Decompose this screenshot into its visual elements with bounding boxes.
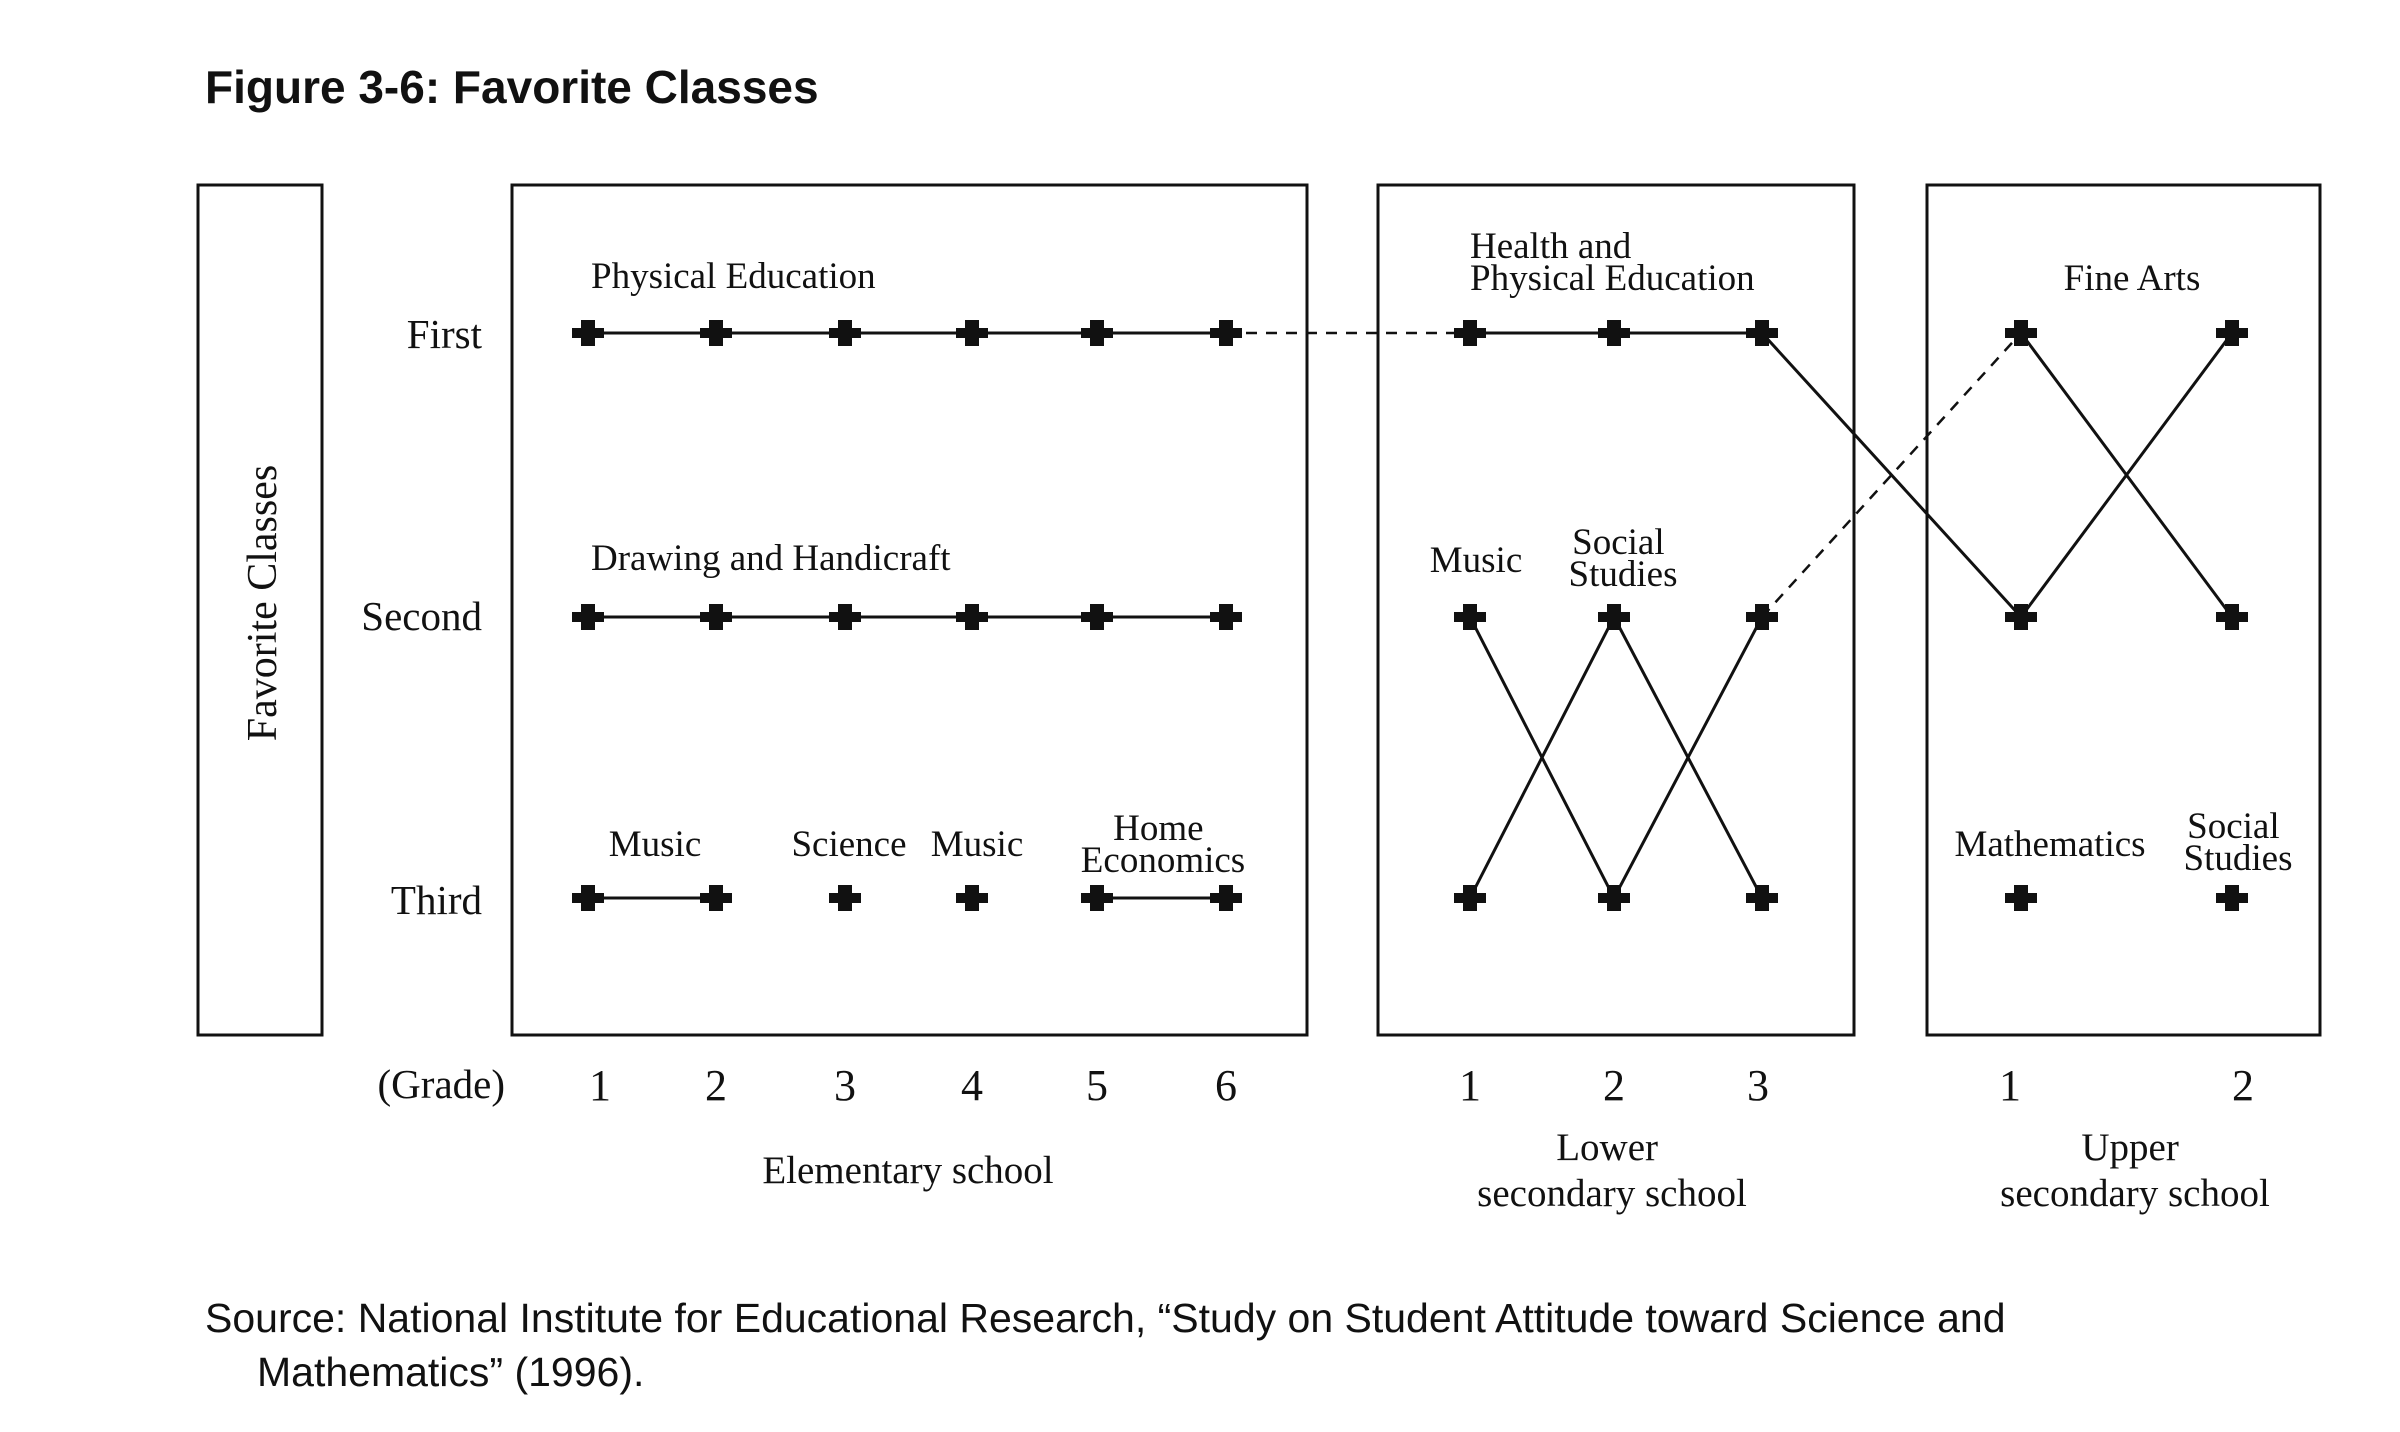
grade-tick-upper-secondary-1: 1: [1999, 1061, 2021, 1110]
label-drawing-handicraft: Drawing and Handicraft: [591, 538, 951, 579]
grade-tick-lower-secondary-1: 1: [1459, 1061, 1481, 1110]
marker-p2-g2-r1: [2216, 320, 2248, 346]
marker-p0-g5-r2: [1081, 604, 1113, 630]
row-label-first: First: [406, 311, 482, 357]
marker-p0-g6-r2: [1210, 604, 1242, 630]
school-label-lower-secondary: Lower secondary school: [1477, 1126, 1747, 1215]
marker-p0-g1-r3: [572, 885, 604, 911]
label-music-elem: Music: [608, 824, 702, 865]
label-social-studies-lower: Social Studies: [1568, 522, 1678, 595]
marker-p0-g2-r2: [700, 604, 732, 630]
marker-p0-g2-r1: [700, 320, 732, 346]
label-fine-arts: Fine Arts: [2063, 258, 2201, 299]
label-health-pe: Health and Physical Education: [1470, 226, 1755, 299]
grade-axis-label: (Grade): [377, 1061, 505, 1107]
marker-p1-g2-r1: [1598, 320, 1630, 346]
label-social-studies-upper: Social Studies: [2183, 806, 2293, 879]
grade-tick-lower-secondary-2: 2: [1603, 1061, 1625, 1110]
marker-p0-g4-r1: [956, 320, 988, 346]
marker-p0-g1-r2: [572, 604, 604, 630]
grade-tick-lower-secondary-3: 3: [1747, 1061, 1769, 1110]
grade-tick-labels: [589, 1061, 2254, 1110]
marker-p1-g1-r2: [1454, 604, 1486, 630]
grade-tick-elementary-2: 2: [705, 1061, 727, 1110]
label-music-lower: Music: [1429, 540, 1523, 581]
marker-p0-g4-r2: [956, 604, 988, 630]
panel-upper-secondary: [1927, 185, 2320, 1035]
school-label-elementary: Elementary school: [762, 1149, 1054, 1192]
marker-p1-g2-r2: [1598, 604, 1630, 630]
label-home-economics: Home Economics: [1080, 808, 1246, 881]
source-line-2: Mathematics” (1996).: [257, 1349, 645, 1395]
grade-tick-elementary-1: 1: [589, 1061, 611, 1110]
marker-p2-g1-r2: [2005, 604, 2037, 630]
grade-tick-elementary-6: 6: [1215, 1061, 1237, 1110]
y-axis-label: Favorite Classes: [240, 464, 286, 742]
marker-p1-g3-r2: [1746, 604, 1778, 630]
marker-p0-g5-r3: [1081, 885, 1113, 911]
marker-p0-g3-r3: [829, 885, 861, 911]
label-physical-education: Physical Education: [591, 256, 876, 297]
marker-p1-g1-r1: [1454, 320, 1486, 346]
marker-p2-g2-r3: [2216, 885, 2248, 911]
label-mathematics: Mathematics: [1954, 824, 2146, 865]
marker-p1-g2-r3: [1598, 885, 1630, 911]
marker-p2-g1-r1: [2005, 320, 2037, 346]
grade-tick-elementary-3: 3: [834, 1061, 856, 1110]
marker-p0-g6-r3: [1210, 885, 1242, 911]
label-music-elem-2: Music: [930, 824, 1024, 865]
marker-p0-g4-r3: [956, 885, 988, 911]
school-label-upper-secondary: Upper secondary school: [2000, 1126, 2270, 1215]
figure-title: Figure 3-6: Favorite Classes: [205, 61, 819, 113]
marker-p2-g2-r2: [2216, 604, 2248, 630]
marker-p1-g1-r3: [1454, 885, 1486, 911]
label-science: Science: [791, 824, 907, 865]
marker-p0-g3-r1: [829, 320, 861, 346]
marker-p1-g3-r3: [1746, 885, 1778, 911]
marker-p0-g1-r1: [572, 320, 604, 346]
grade-tick-upper-secondary-2: 2: [2232, 1061, 2254, 1110]
marker-p0-g2-r3: [700, 885, 732, 911]
row-label-second: Second: [361, 593, 482, 639]
marker-p0-g5-r1: [1081, 320, 1113, 346]
grade-tick-elementary-4: 4: [961, 1061, 983, 1110]
grade-tick-elementary-5: 5: [1086, 1061, 1108, 1110]
marker-p0-g3-r2: [829, 604, 861, 630]
marker-p0-g6-r1: [1210, 320, 1242, 346]
marker-p1-g3-r1: [1746, 320, 1778, 346]
row-label-third: Third: [390, 877, 482, 923]
marker-p2-g1-r3: [2005, 885, 2037, 911]
panel-elementary: [512, 185, 1307, 1035]
source-line-1: Source: National Institute for Educational Research, “Study on Student Attitude toward Science and: [205, 1295, 2006, 1341]
